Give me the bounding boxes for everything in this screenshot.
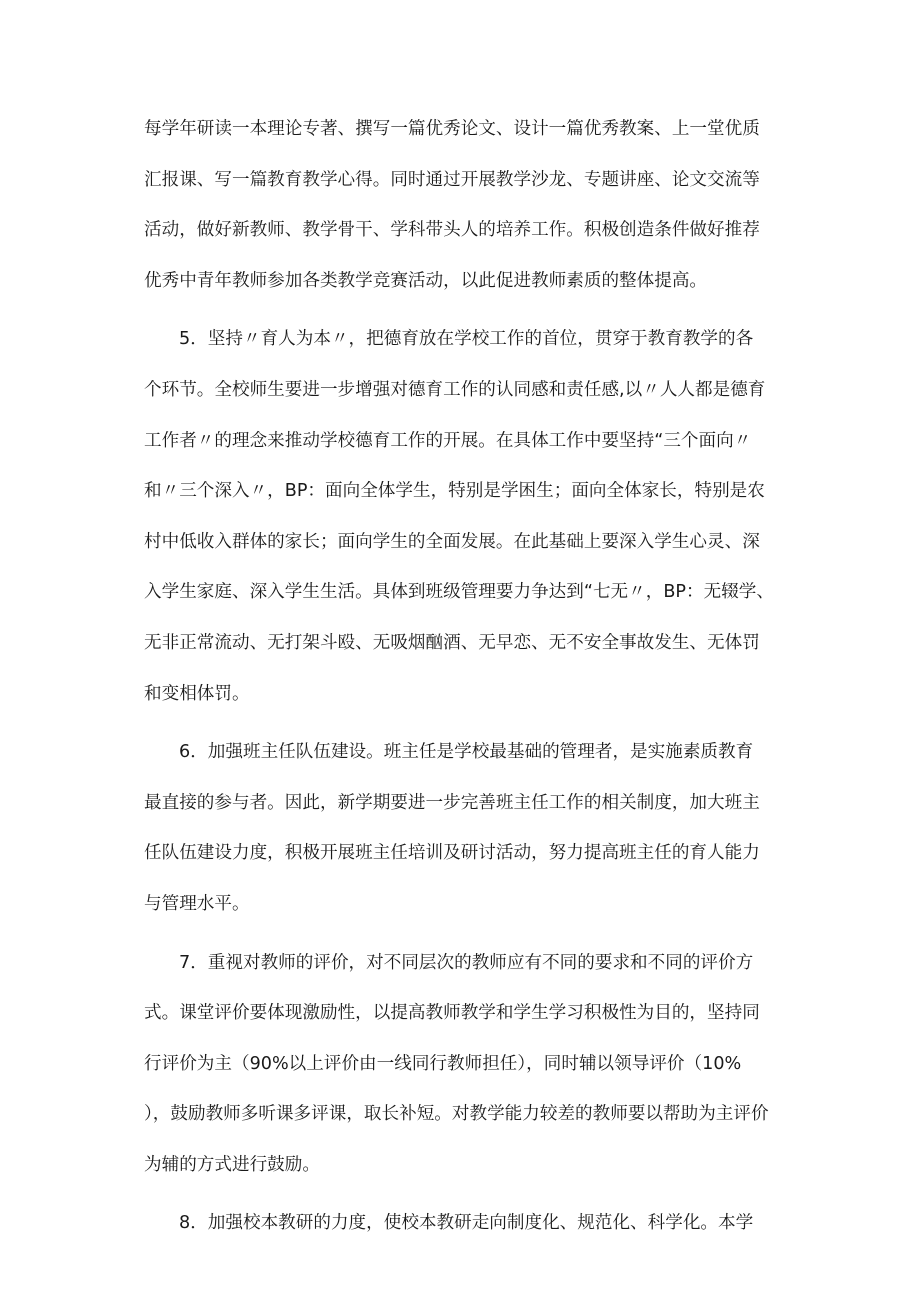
text-line: 5．坚持〃育人为本〃，把德育放在学校工作的首位，贯穿于教育教学的各 — [179, 329, 754, 350]
paragraph-item-5 — [144, 321, 794, 711]
paragraph-item-7 — [144, 945, 794, 1183]
text-line: 式。课堂评价要体现激励性，以提高教师教学和学生学习积极性为目的，坚持同 — [144, 1003, 760, 1024]
text-line: 和变相体罚。 — [144, 683, 250, 704]
text-line: 活动，做好新教师、教学骨干、学科带头人的培养工作。积极创造条件做好推荐 — [144, 220, 760, 241]
text-line: 和〃三个深入〃，BP：面向全体学生，特别是学困生；面向全体家长，特别是农 — [144, 481, 765, 502]
text-line: 与管理水平。 — [144, 893, 250, 914]
text-line: 入学生家庭、深入学生生活。具体到班级管理要力争达到“七无〃，BP：无辍学、 — [144, 582, 774, 603]
text-line: 每学年研读一本理论专著、撰写一篇优秀论文、设计一篇优秀教案、上一堂优质 — [144, 119, 760, 139]
text-line: 优秀中青年教师参加各类教学竞赛活动，以此促进教师素质的整体提高。 — [144, 270, 708, 291]
text-line: 无非正常流动、无打架斗殴、无吸烟酗酒、无早恋、无不安全事故发生、无体罚 — [144, 632, 760, 653]
text-line: 个环节。全校师生要进一步增强对德育工作的认同感和责任感,以〃人人都是德育 — [144, 379, 766, 400]
text-line: 任队伍建设力度，积极开展班主任培训及研讨活动，努力提高班主任的育人能力 — [144, 843, 760, 864]
paragraph-item-8 — [144, 1205, 794, 1241]
document-body — [144, 111, 794, 1256]
text-line: 最直接的参与者。因此，新学期要进一步完善班主任工作的相关制度，加大班主 — [144, 792, 760, 813]
text-line: 工作者〃的理念来推动学校德育工作的开展。在具体工作中要坚持“三个面向〃 — [144, 430, 752, 451]
text-line: 行评价为主（90%以上评价由一线同行教师担任），同时辅以领导评价（10% — [144, 1053, 742, 1074]
paragraph-item-6 — [144, 734, 794, 922]
text-line: 为辅的方式进行鼓励。 — [144, 1154, 320, 1175]
text-line: 6．加强班主任队伍建设。班主任是学校最基础的管理者，是实施素质教育 — [179, 742, 754, 763]
text-line: 8．加强校本教研的力度，使校本教研走向制度化、规范化、科学化。本学 — [179, 1213, 754, 1234]
text-line: 汇报课、写一篇教育教学心得。同时通过开展教学沙龙、专题讲座、论文交流等 — [144, 169, 760, 190]
text-line: 7．重视对教师的评价，对不同层次的教师应有不同的要求和不同的评价方 — [179, 952, 754, 973]
paragraph-continuation — [144, 111, 794, 299]
text-line: ），鼓励教师多听课多评课，取长补短。对教学能力较差的教师要以帮助为主评价 — [144, 1104, 769, 1125]
text-line: 村中低收入群体的家长；面向学生的全面发展。在此基础上要深入学生心灵、深 — [144, 531, 760, 552]
